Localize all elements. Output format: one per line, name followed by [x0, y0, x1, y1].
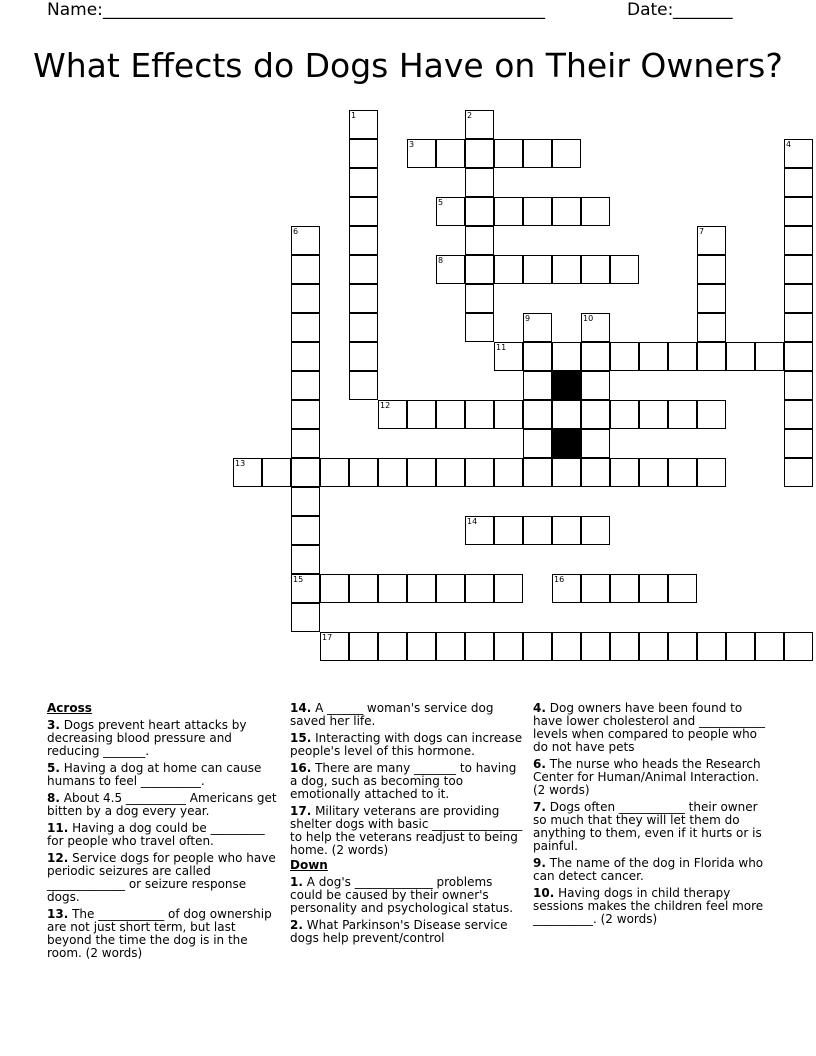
- grid-cell[interactable]: [291, 487, 320, 516]
- grid-cell[interactable]: [494, 632, 523, 661]
- across-clue-list: [47, 719, 281, 960]
- grid-cell[interactable]: [726, 342, 755, 371]
- grid-cell[interactable]: [436, 197, 465, 226]
- grid-cell[interactable]: [436, 632, 465, 661]
- grid-cell[interactable]: [523, 255, 552, 284]
- grid-cell[interactable]: [610, 400, 639, 429]
- grid-cell[interactable]: [349, 371, 378, 400]
- clue-item: [533, 887, 769, 926]
- page-title: What Effects do Dogs Have on Their Owners?: [33, 46, 783, 85]
- grid-cell[interactable]: [668, 400, 697, 429]
- clue-number-label: 10.: [533, 886, 555, 900]
- clues-column-3: [533, 700, 769, 926]
- grid-cell[interactable]: [465, 255, 494, 284]
- clue-item: [290, 876, 524, 915]
- grid-cell[interactable]: [291, 574, 320, 603]
- grid-cell[interactable]: [291, 371, 320, 400]
- clue-text: Dog owners have been found to have lower cholesterol and ___________ levels when compared to people who do not have pets: [533, 701, 766, 754]
- clues-column-2: [290, 700, 524, 945]
- grid-cell[interactable]: [552, 255, 581, 284]
- clue-number: 16: [554, 575, 565, 584]
- clue-number: 9: [525, 314, 531, 323]
- clue-text: Having a dog at home can cause humans to feel __________.: [47, 761, 262, 788]
- grid-cell[interactable]: [755, 342, 784, 371]
- name-blank-line: ____________________________________________________: [103, 0, 545, 20]
- grid-cell[interactable]: [465, 226, 494, 255]
- clue-number-label: 11.: [47, 821, 69, 835]
- grid-cell[interactable]: [465, 632, 494, 661]
- grid-cell[interactable]: [233, 458, 262, 487]
- clue-text: Dogs prevent heart attacks by decreasing blood pressure and reducing _______.: [47, 718, 247, 758]
- grid-cell[interactable]: [639, 632, 668, 661]
- grid-cell[interactable]: [610, 255, 639, 284]
- grid-cell[interactable]: [465, 110, 494, 139]
- grid-cell[interactable]: [436, 139, 465, 168]
- grid-cell[interactable]: [291, 458, 320, 487]
- clue-number: 7: [699, 227, 705, 236]
- clue-number-label: 7.: [533, 800, 546, 814]
- grid-cell[interactable]: [668, 342, 697, 371]
- grid-cell[interactable]: [291, 284, 320, 313]
- grid-cell[interactable]: [465, 458, 494, 487]
- clue-item: [47, 762, 281, 788]
- grid-cell[interactable]: [291, 429, 320, 458]
- clue-number-label: 15.: [290, 731, 312, 745]
- clue-number-label: 8.: [47, 791, 60, 805]
- clue-number-label: 9.: [533, 856, 546, 870]
- grid-cell[interactable]: [494, 342, 523, 371]
- grid-cell[interactable]: [581, 632, 610, 661]
- grid-cell[interactable]: [552, 516, 581, 545]
- grid-cell[interactable]: [755, 632, 784, 661]
- grid-cell[interactable]: [581, 197, 610, 226]
- clue-item: [533, 702, 769, 754]
- clue-number-label: 12.: [47, 851, 69, 865]
- grid-cell[interactable]: [349, 342, 378, 371]
- grid-cell[interactable]: [407, 458, 436, 487]
- clue-number: 3: [409, 140, 415, 149]
- clue-item: [47, 822, 281, 848]
- clue-text: A ______ woman's service dog saved her life.: [290, 701, 494, 728]
- grid-cell[interactable]: [523, 429, 552, 458]
- clue-number-label: 6.: [533, 757, 546, 771]
- grid-cell[interactable]: [668, 574, 697, 603]
- clue-text: Interacting with dogs can increase people's level of this hormone.: [290, 731, 523, 758]
- clue-item: [290, 805, 524, 857]
- grid-cell[interactable]: [697, 342, 726, 371]
- grid-cell[interactable]: [784, 632, 813, 661]
- clue-number-label: 4.: [533, 701, 546, 715]
- grid-cell[interactable]: [697, 458, 726, 487]
- grid-cell[interactable]: [581, 371, 610, 400]
- clue-number: 5: [438, 198, 444, 207]
- grid-cell[interactable]: [784, 255, 813, 284]
- grid-cell[interactable]: [523, 400, 552, 429]
- grid-cell[interactable]: [552, 400, 581, 429]
- grid-cell[interactable]: [639, 342, 668, 371]
- clue-number-label: 3.: [47, 718, 60, 732]
- grid-cell[interactable]: [784, 168, 813, 197]
- grid-cell[interactable]: [697, 632, 726, 661]
- clue-item: [290, 732, 524, 758]
- clue-number-label: 14.: [290, 701, 312, 715]
- grid-cell[interactable]: [291, 342, 320, 371]
- clue-text: Service dogs for people who have periodic seizures are called _____________ or seizure response dogs.: [47, 851, 276, 904]
- grid-cell[interactable]: [465, 139, 494, 168]
- grid-block: [552, 371, 581, 400]
- clue-text: Having a dog could be _________ for people who travel often.: [47, 821, 265, 848]
- clue-item: [47, 719, 281, 758]
- grid-cell[interactable]: [610, 342, 639, 371]
- across-clue-list-continued: [290, 702, 524, 857]
- name-label: Name:: [47, 0, 103, 20]
- grid-cell[interactable]: [784, 429, 813, 458]
- grid-cell[interactable]: [465, 168, 494, 197]
- across-heading: Across: [47, 701, 92, 715]
- date-label: Date:: [627, 0, 674, 20]
- date-blank-line: _______: [673, 0, 733, 20]
- down-clue-list: [290, 876, 524, 945]
- grid-cell[interactable]: [639, 458, 668, 487]
- down-clue-list-continued: [533, 702, 769, 926]
- grid-cell[interactable]: [784, 197, 813, 226]
- grid-cell[interactable]: [523, 458, 552, 487]
- grid-cell[interactable]: [349, 197, 378, 226]
- grid-cell[interactable]: [494, 197, 523, 226]
- clue-item: [533, 801, 769, 853]
- clue-number-label: 13.: [47, 907, 69, 921]
- grid-cell[interactable]: [262, 458, 291, 487]
- grid-cell[interactable]: [610, 458, 639, 487]
- grid-cell[interactable]: [349, 139, 378, 168]
- clue-number: 4: [786, 140, 792, 149]
- clue-number: 1: [351, 111, 357, 120]
- grid-cell[interactable]: [465, 284, 494, 313]
- grid-cell[interactable]: [465, 574, 494, 603]
- grid-cell[interactable]: [291, 255, 320, 284]
- clue-number: 10: [583, 314, 594, 323]
- clue-item: [290, 702, 524, 728]
- grid-cell[interactable]: [465, 516, 494, 545]
- clue-item: [533, 857, 769, 883]
- grid-cell[interactable]: [523, 313, 552, 342]
- grid-cell[interactable]: [494, 516, 523, 545]
- clue-item: [47, 792, 281, 818]
- grid-cell[interactable]: [552, 632, 581, 661]
- clue-number-label: 5.: [47, 761, 60, 775]
- grid-cell[interactable]: [494, 458, 523, 487]
- grid-cell[interactable]: [668, 632, 697, 661]
- grid-cell[interactable]: [320, 458, 349, 487]
- clue-item: [47, 908, 281, 960]
- grid-cell[interactable]: [320, 574, 349, 603]
- clues-column-1: [47, 700, 281, 960]
- grid-cell[interactable]: [784, 313, 813, 342]
- grid-cell[interactable]: [552, 342, 581, 371]
- clue-number: 14: [467, 517, 478, 526]
- clue-text: The ___________ of dog ownership are not just short term, but last beyond the time the dog is in the room. (2 words): [47, 907, 272, 960]
- grid-cell[interactable]: [291, 516, 320, 545]
- grid-cell[interactable]: [436, 574, 465, 603]
- grid-cell[interactable]: [378, 574, 407, 603]
- clue-text: There are many _______ to having a dog, such as becoming too emotionally attached to it.: [290, 761, 517, 801]
- grid-cell[interactable]: [407, 400, 436, 429]
- grid-cell[interactable]: [349, 284, 378, 313]
- down-heading: Down: [290, 858, 328, 872]
- grid-cell[interactable]: [784, 458, 813, 487]
- grid-cell[interactable]: [581, 400, 610, 429]
- grid-cell[interactable]: [349, 574, 378, 603]
- clue-number: 11: [496, 343, 507, 352]
- clue-number-label: 2.: [290, 918, 303, 932]
- grid-cell[interactable]: [407, 632, 436, 661]
- grid-cell[interactable]: [465, 197, 494, 226]
- grid-cell[interactable]: [784, 371, 813, 400]
- grid-cell[interactable]: [291, 313, 320, 342]
- grid-cell[interactable]: [494, 255, 523, 284]
- grid-cell[interactable]: [523, 139, 552, 168]
- grid-cell[interactable]: [349, 226, 378, 255]
- grid-cell[interactable]: [697, 226, 726, 255]
- clue-number-label: 17.: [290, 804, 312, 818]
- grid-cell[interactable]: [378, 400, 407, 429]
- clue-number: 12: [380, 401, 391, 410]
- grid-cell[interactable]: [784, 284, 813, 313]
- grid-cell[interactable]: [784, 139, 813, 168]
- grid-cell[interactable]: [291, 400, 320, 429]
- grid-cell[interactable]: [291, 603, 320, 632]
- clue-number: 6: [293, 227, 299, 236]
- clue-text: What Parkinson's Disease service dogs help prevent/control: [290, 918, 508, 945]
- grid-cell[interactable]: [378, 458, 407, 487]
- grid-cell[interactable]: [465, 400, 494, 429]
- grid-cell[interactable]: [697, 313, 726, 342]
- grid-cell[interactable]: [552, 574, 581, 603]
- grid-cell[interactable]: [523, 197, 552, 226]
- grid-cell[interactable]: [523, 516, 552, 545]
- grid-cell[interactable]: [726, 632, 755, 661]
- grid-cell[interactable]: [639, 400, 668, 429]
- grid-cell[interactable]: [581, 313, 610, 342]
- clue-text: About 4.5 __________ Americans get bitten by a dog every year.: [47, 791, 277, 818]
- grid-cell[interactable]: [581, 429, 610, 458]
- grid-cell[interactable]: [581, 516, 610, 545]
- grid-cell[interactable]: [349, 110, 378, 139]
- grid-cell[interactable]: [784, 226, 813, 255]
- grid-cell[interactable]: [523, 342, 552, 371]
- grid-cell[interactable]: [581, 342, 610, 371]
- grid-cell[interactable]: [523, 632, 552, 661]
- grid-cell[interactable]: [349, 255, 378, 284]
- grid-cell[interactable]: [697, 255, 726, 284]
- clue-text: Dogs often ___________ their owner so much that they will let them do anything to them, even if it hurts or is painful.: [533, 800, 762, 853]
- grid-cell[interactable]: [581, 458, 610, 487]
- grid-cell[interactable]: [552, 458, 581, 487]
- clue-item: [290, 919, 524, 945]
- grid-cell[interactable]: [436, 255, 465, 284]
- clue-number: 13: [235, 459, 246, 468]
- grid-cell[interactable]: [784, 342, 813, 371]
- grid-cell[interactable]: [581, 255, 610, 284]
- grid-cell[interactable]: [291, 226, 320, 255]
- grid-cell[interactable]: [465, 313, 494, 342]
- grid-cell[interactable]: [668, 458, 697, 487]
- grid-cell[interactable]: [610, 632, 639, 661]
- clue-text: The nurse who heads the Research Center for Human/Animal Interaction. (2 words): [533, 757, 761, 797]
- grid-cell[interactable]: [291, 545, 320, 574]
- grid-cell[interactable]: [436, 458, 465, 487]
- clue-text: The name of the dog in Florida who can detect cancer.: [533, 856, 764, 883]
- grid-cell[interactable]: [436, 400, 465, 429]
- grid-cell[interactable]: [581, 574, 610, 603]
- grid-cell[interactable]: [697, 284, 726, 313]
- grid-cell[interactable]: [552, 197, 581, 226]
- grid-cell[interactable]: [349, 632, 378, 661]
- grid-cell[interactable]: [697, 400, 726, 429]
- clue-text: A dog's _____________ problems could be caused by their owner's personality and psychological status.: [290, 875, 514, 915]
- grid-cell[interactable]: [494, 139, 523, 168]
- clue-number-label: 1.: [290, 875, 303, 889]
- grid-cell[interactable]: [639, 574, 668, 603]
- grid-cell[interactable]: [523, 371, 552, 400]
- grid-cell[interactable]: [494, 574, 523, 603]
- clue-number: 2: [467, 111, 473, 120]
- grid-cell[interactable]: [407, 139, 436, 168]
- clue-number: 15: [293, 575, 304, 584]
- grid-cell[interactable]: [349, 313, 378, 342]
- grid-cell[interactable]: [378, 632, 407, 661]
- clue-item: [47, 852, 281, 904]
- grid-block: [552, 429, 581, 458]
- clue-number: 17: [322, 633, 333, 642]
- clue-item: [290, 762, 524, 801]
- grid-cell[interactable]: [349, 168, 378, 197]
- clue-item: [533, 758, 769, 797]
- grid-cell[interactable]: [552, 139, 581, 168]
- grid-cell[interactable]: [610, 574, 639, 603]
- grid-cell[interactable]: [784, 400, 813, 429]
- grid-cell[interactable]: [349, 458, 378, 487]
- grid-cell[interactable]: [494, 400, 523, 429]
- clue-number: 8: [438, 256, 444, 265]
- grid-cell[interactable]: [407, 574, 436, 603]
- grid-cell[interactable]: [320, 632, 349, 661]
- clue-text: Having dogs in child therapy sessions makes the children feel more __________. (2 words): [533, 886, 764, 926]
- clue-number-label: 16.: [290, 761, 312, 775]
- clue-text: Military veterans are providing shelter dogs with basic _______________ to help the veterans readjust to being home. (2 words): [290, 804, 523, 857]
